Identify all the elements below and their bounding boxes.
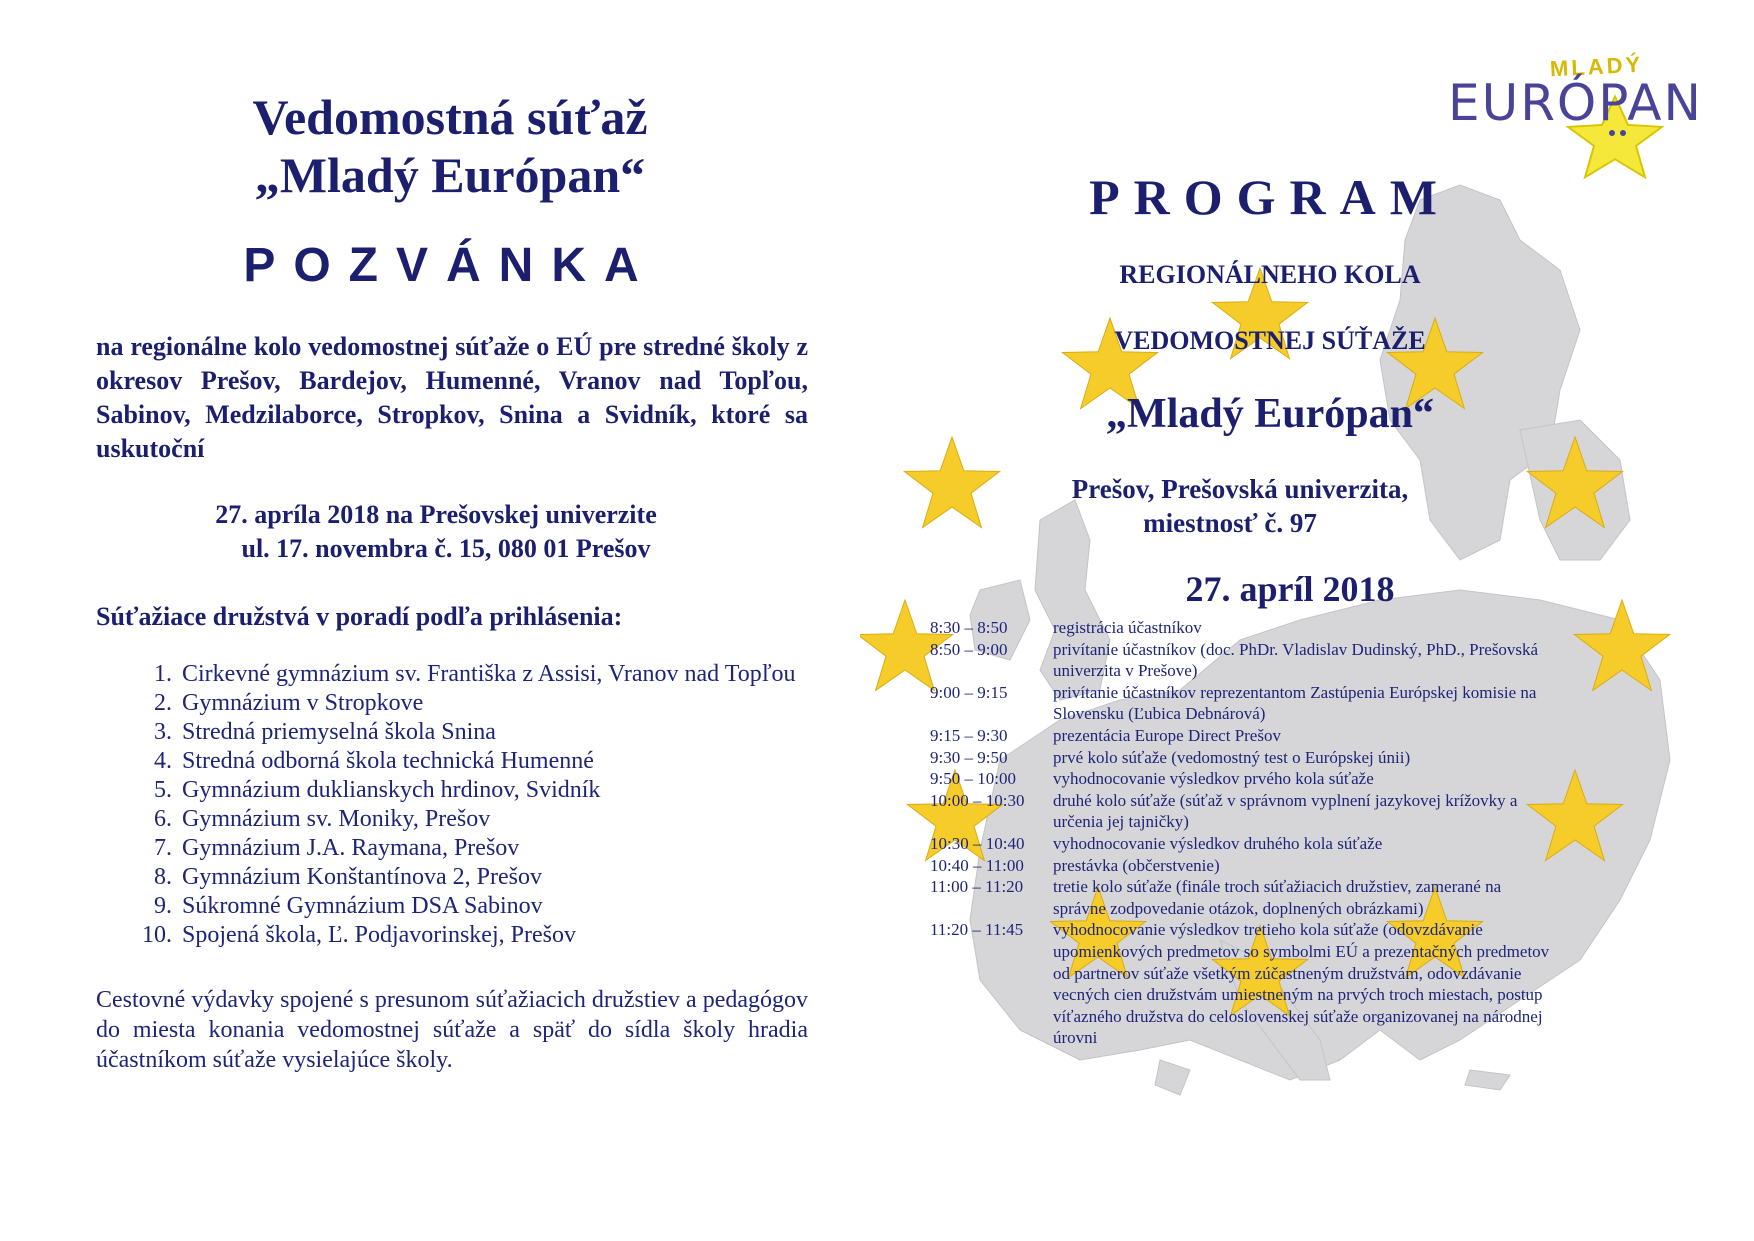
team-number: 1. — [154, 661, 172, 687]
invitation-heading: POZVÁNKA — [243, 239, 657, 292]
team-name: Gymnázium sv. Moniky, Prešov — [182, 806, 491, 832]
schedule-time: 10:30 – 10:40 — [930, 833, 1025, 853]
schedule-desc: vyhodnocovanie výsledkov tretieho kola súťaže (odovzdávanie upomienkových predmetov so symbolmi EÚ a prezentačných predmetov od partnerov súťaže všetkým zúčastneným družstvám, odovzdávanie vecných cien družstvám umiestneným na prvých troch miestach, postup víťazného družstva do celoslovenskej súťaže organizovanej na národnej úrovni — [1053, 920, 1550, 1048]
list-item — [120, 776, 860, 805]
schedule-desc: prezentácia Europe Direct Prešov — [1053, 725, 1281, 745]
schedule-time: 8:50 – 9:00 — [930, 639, 1008, 659]
schedule-row — [930, 639, 1550, 682]
schedule-desc: vyhodnocovanie výsledkov druhého kola súťaže — [1053, 833, 1383, 853]
schedule-row — [930, 617, 1550, 639]
teams-heading: Súťažiace družstvá v poradí podľa prihlásenia: — [96, 602, 623, 631]
schedule-row — [930, 725, 1550, 747]
list-item — [120, 747, 860, 776]
schedule-time: 8:30 – 8:50 — [930, 618, 1008, 637]
regional-round-heading: REGIONÁLNEHO KOLA — [1119, 260, 1421, 289]
schedule-row — [930, 768, 1550, 790]
schedule-desc: tretie kolo súťaže (finále troch súťažiacich družstiev, zamerané na správne zodpovedanie otázok, doplnených obrázkami) — [1053, 877, 1502, 918]
team-number: 2. — [154, 690, 172, 716]
schedule-row — [930, 876, 1550, 919]
list-item — [120, 660, 860, 689]
event-date-line: 27. apríla 2018 na Prešovskej univerzite — [215, 500, 657, 529]
list-item — [120, 834, 860, 863]
team-name: Stredná odborná škola technická Humenné — [182, 748, 594, 774]
team-name: Gymnázium duklianskych hrdinov, Svidník — [182, 777, 601, 803]
list-item — [120, 805, 860, 834]
schedule-row — [930, 682, 1550, 725]
schedule-time: 10:40 – 11:00 — [930, 855, 1024, 875]
team-number: 4. — [154, 748, 172, 774]
logo-big-text: EURÓPAN — [1448, 74, 1703, 132]
team-name: Gymnázium Konštantínova 2, Prešov — [182, 864, 542, 890]
schedule-time: 10:00 – 10:30 — [930, 790, 1025, 810]
travel-expenses-note: Cestovné výdavky spojené s presunom súťažiacich družstiev a pedagógov do miesta konania vedomostnej súťaže a späť do sídla školy hradia účastníkom súťaže vysielajúce školy. — [96, 987, 808, 1073]
list-item — [120, 689, 860, 718]
competition-heading: VEDOMOSTNEJ SÚŤAŽE — [1114, 326, 1426, 355]
team-number: 7. — [154, 835, 172, 861]
team-name: Gymnázium v Stropkove — [182, 690, 424, 716]
team-number: 10. — [142, 922, 172, 948]
schedule-desc: privítanie účastníkov (doc. PhDr. Vladislav Dudinský, PhD., Prešovská univerzita v Prešove) — [1053, 639, 1539, 681]
schedule-desc: privítanie účastníkov reprezentantom Zastúpenia Európskej komisie na Slovensku (Ľubica Debnárová) — [1053, 682, 1537, 724]
event-address-line: ul. 17. novembra č. 15, 080 01 Prešov — [241, 534, 651, 563]
team-number: 8. — [154, 864, 172, 890]
schedule-row — [930, 855, 1550, 877]
team-name: Stredná priemyselná škola Snina — [182, 719, 496, 745]
team-number: 5. — [154, 777, 172, 803]
team-name: Cirkevné gymnázium sv. Františka z Assisi, Vranov nad Topľou — [182, 661, 796, 687]
team-name: Gymnázium J.A. Raymana, Prešov — [182, 835, 520, 861]
schedule-time: 9:15 – 9:30 — [930, 725, 1008, 745]
intro-paragraph: na regionálne kolo vedomostnej súťaže o EÚ pre stredné školy z okresov Prešov, Bardejov, Humenné, Vranov nad Topľou, Sabinov, Medzilaborce, Stropkov, Snina a Svidník, ktoré sa uskutoční — [96, 332, 808, 463]
schedule-time: 11:00 – 11:20 — [930, 877, 1024, 897]
schedule-time: 9:00 – 9:15 — [930, 682, 1008, 702]
program-panel — [860, 0, 1754, 1241]
schedule-row — [930, 833, 1550, 855]
schedule-desc: registrácia účastníkov — [1053, 618, 1202, 637]
team-name: Spojená škola, Ľ. Podjavorinskej, Prešov — [182, 922, 576, 948]
list-item — [120, 892, 860, 921]
list-item — [120, 863, 860, 892]
venue-line-2: miestnosť č. 97 — [1143, 508, 1317, 538]
schedule-list — [930, 617, 1550, 1049]
program-date: 27. apríl 2018 — [1185, 569, 1395, 609]
schedule-time: 11:20 – 11:45 — [930, 920, 1024, 940]
schedule-desc: prvé kolo súťaže (vedomostný test o Európskej únii) — [1053, 747, 1411, 767]
team-number: 6. — [154, 806, 172, 832]
venue-line-1: Prešov, Prešovská univerzita, — [1071, 474, 1409, 504]
schedule-row — [930, 747, 1550, 769]
schedule-desc: prestávka (občerstvenie) — [1053, 855, 1220, 875]
title-line-1: Vedomostná súťaž — [252, 89, 648, 145]
schedule-time: 9:50 – 10:00 — [930, 769, 1016, 789]
team-number: 3. — [154, 719, 172, 745]
star-icon — [1574, 600, 1669, 691]
team-name: Súkromné Gymnázium DSA Sabinov — [182, 893, 543, 919]
list-item — [120, 921, 860, 950]
logo-small-text: MLADÝ — [1549, 51, 1644, 82]
schedule-row — [930, 790, 1550, 833]
schedule-time: 9:30 – 9:50 — [930, 747, 1008, 767]
teams-list — [120, 660, 860, 950]
team-number: 9. — [154, 893, 172, 919]
title-line-2: „Mladý Európan“ — [254, 147, 646, 203]
schedule-desc: vyhodnocovanie výsledkov prvého kola súťaže — [1053, 769, 1374, 789]
schedule-desc: druhé kolo súťaže (súťaž v správnom vyplnení jazykovej krížovky a určenia jej tajničky) — [1053, 790, 1518, 832]
schedule-row — [930, 919, 1550, 1049]
program-heading: PROGRAM — [1089, 169, 1451, 225]
list-item — [120, 718, 860, 747]
competition-name: „Mladý Európan“ — [1106, 391, 1434, 437]
